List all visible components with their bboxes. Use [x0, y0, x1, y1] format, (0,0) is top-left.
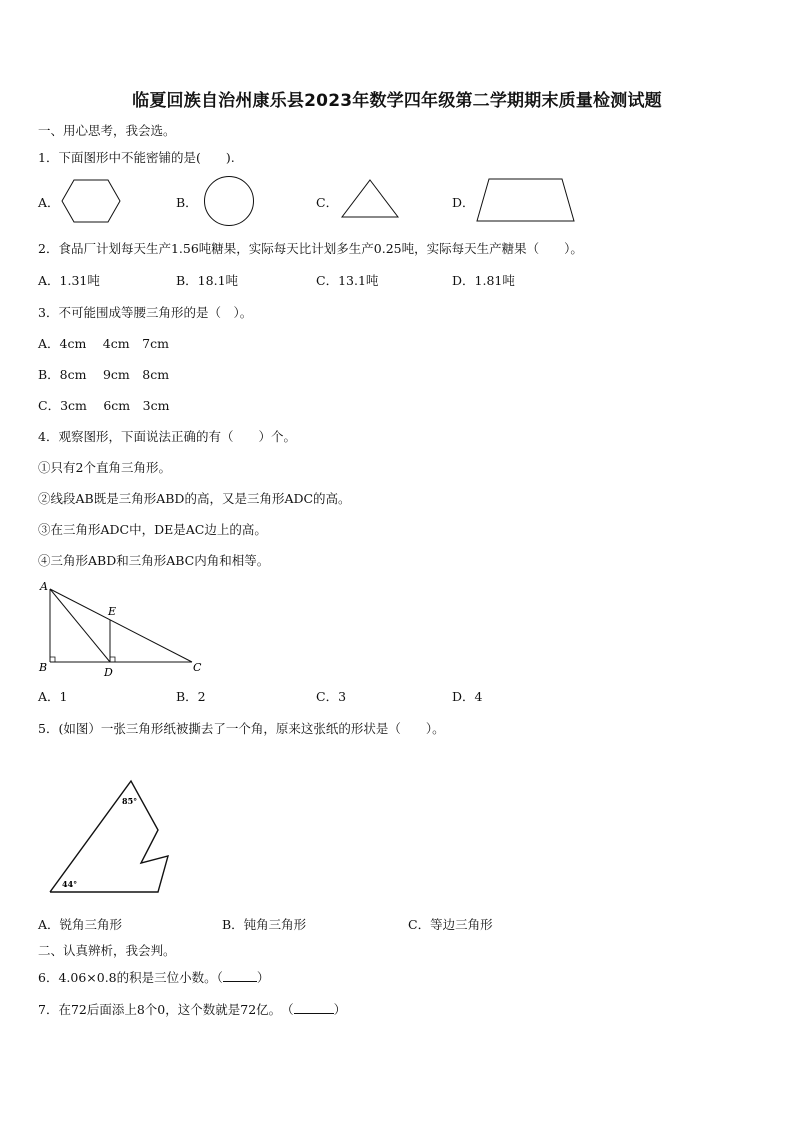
torn-triangle-figure: [40, 776, 180, 898]
q4-statement-4: ④三角形ABD和三角形ABC内角和相等。: [38, 553, 270, 568]
q4-statement-1: ①只有2个直角三角形。: [38, 460, 171, 475]
section1-heading: 一、用心思考，我会选。: [38, 123, 176, 138]
q2-option-d: D．1.81吨: [452, 273, 515, 288]
q5-option-a: A．锐角三角形: [38, 917, 123, 932]
question-5-text: 5．(如图）一张三角形纸被撕去了一个角，原来这张纸的形状是（ ）。: [38, 721, 445, 736]
angle-top-label: 85°: [122, 796, 138, 806]
question-3-text: 3．不可能围成等腰三角形的是（ ）。: [38, 305, 253, 320]
triangle-icon: [340, 179, 400, 219]
label-d: D: [104, 666, 113, 679]
q4-option-a: A．1: [38, 689, 68, 704]
label-b: B: [39, 661, 48, 674]
q1-option-a-label: A．: [38, 195, 60, 210]
question-2-text: 2．食品厂计划每天生产1.56吨糖果，实际每天比计划多生产0.25吨，实际每天生产糖果（ ）。: [38, 241, 583, 256]
angle-left-label: 44°: [62, 879, 78, 889]
q5-option-b: B．钝角三角形: [222, 917, 307, 932]
hexagon-icon: [60, 179, 122, 223]
q1-option-b-label: B．: [176, 195, 198, 210]
q2-option-a: A．1.31吨: [38, 273, 100, 288]
q3-option-a: A．4cm 4cm 7cm: [38, 336, 169, 351]
q2-option-c: C．13.1吨: [316, 273, 379, 288]
trapezoid-icon: [475, 176, 579, 224]
question-7-line: [38, 1000, 346, 1018]
question-6-text: 6．4.06×0.8的积是三位小数。（: [38, 970, 223, 985]
section2-heading: 二、认真辨析，我会判。: [38, 943, 176, 958]
q6-close-paren: ）: [256, 970, 270, 985]
question-1-text: 1．下面图形中不能密铺的是( ).: [38, 150, 235, 165]
q4-statement-2: ②线段AB既是三角形ABD的高，又是三角形ADC的高。: [38, 491, 351, 506]
q3-option-b: B．8cm 9cm 8cm: [38, 367, 170, 382]
q7-close-paren: ）: [333, 1002, 347, 1017]
question-7-text: 7．在72后面添上8个0，这个数就是72亿。 （: [38, 1002, 294, 1017]
triangle-figure-abc: [36, 578, 206, 680]
question-6-line: [38, 968, 269, 986]
q5-option-c: C．等边三角形: [408, 917, 493, 932]
q1-option-c-label: C．: [316, 195, 339, 210]
q4-statement-3: ③在三角形ADC中，DE是AC边上的高。: [38, 522, 267, 537]
label-c: C: [193, 661, 202, 674]
q4-option-b: B．2: [176, 689, 206, 704]
label-e: E: [108, 605, 117, 618]
q6-answer-blank[interactable]: [223, 981, 257, 982]
circle-icon: [203, 175, 255, 227]
q1-option-d-label: D．: [452, 195, 475, 210]
q4-option-d: D．4: [452, 689, 483, 704]
q4-option-c: C．3: [316, 689, 347, 704]
q2-option-b: B．18.1吨: [176, 273, 239, 288]
label-a: A: [40, 580, 48, 593]
page-title: 临夏回族自治州康乐县2023年数学四年级第二学期期末质量检测试题: [132, 91, 662, 111]
q7-answer-blank[interactable]: [294, 1013, 334, 1014]
question-4-text: 4．观察图形，下面说法正确的有（ ）个。: [38, 429, 296, 444]
q3-option-c: C．3cm 6cm 3cm: [38, 398, 170, 413]
